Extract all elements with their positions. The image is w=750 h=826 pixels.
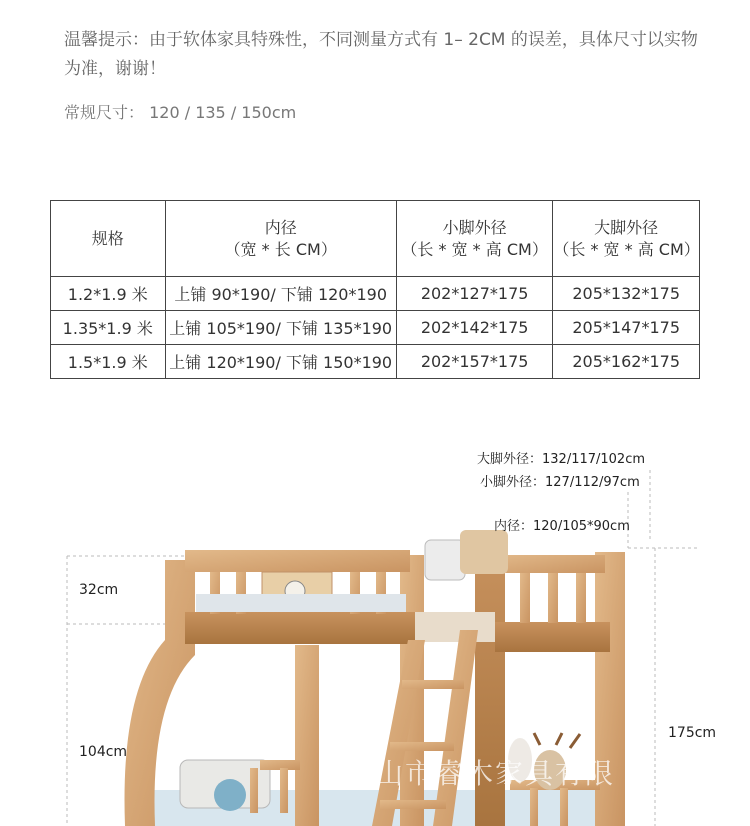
small-foot-dimension: 小脚外径：127/112/97cm [480,475,640,490]
standard-sizes: 常规尺寸： 120 / 135 / 150cm [64,103,297,122]
table-cell: 202*157*175 [396,345,552,379]
header-spec: 规格 [51,201,166,277]
table-row [51,277,700,311]
table-row [51,311,700,345]
table-header-row [51,201,700,277]
header-big-foot: 大脚外径 （长 * 宽 * 高 CM） [553,201,700,277]
spec-table [50,200,700,379]
table-cell: 202*127*175 [396,277,552,311]
header-small-foot: 小脚外径 （长 * 宽 * 高 CM） [396,201,552,277]
table-cell: 1.5*1.9 米 [51,345,166,379]
table-cell: 上铺 105*190/ 下铺 135*190 [165,311,396,345]
lower-height-label: 104cm [79,744,128,760]
watermark: 佛山市睿木家具有限 [345,757,616,790]
table-cell: 205*132*175 [553,277,700,311]
table-row [51,345,700,379]
big-foot-dimension: 大脚外径：132/117/102cm [477,452,646,467]
notice-text: 温馨提示：由于软体家具特殊性，不同测量方式有 1– 2CM 的误差，具体尺寸以实物为准，谢谢！ [64,30,698,79]
inner-dimension: 内径：120/105*90cm [494,519,630,534]
table-cell: 1.35*1.9 米 [51,311,166,345]
table-cell: 205*162*175 [553,345,700,379]
total-height-label: 175cm [668,725,717,741]
table-cell: 1.2*1.9 米 [51,277,166,311]
rail-height-label: 32cm [79,582,119,598]
header-inner: 内径 （宽 * 长 CM） [165,201,396,277]
table-cell: 205*147*175 [553,311,700,345]
table-cell: 上铺 120*190/ 下铺 150*190 [165,345,396,379]
table-cell: 202*142*175 [396,311,552,345]
table-cell: 上铺 90*190/ 下铺 120*190 [165,277,396,311]
